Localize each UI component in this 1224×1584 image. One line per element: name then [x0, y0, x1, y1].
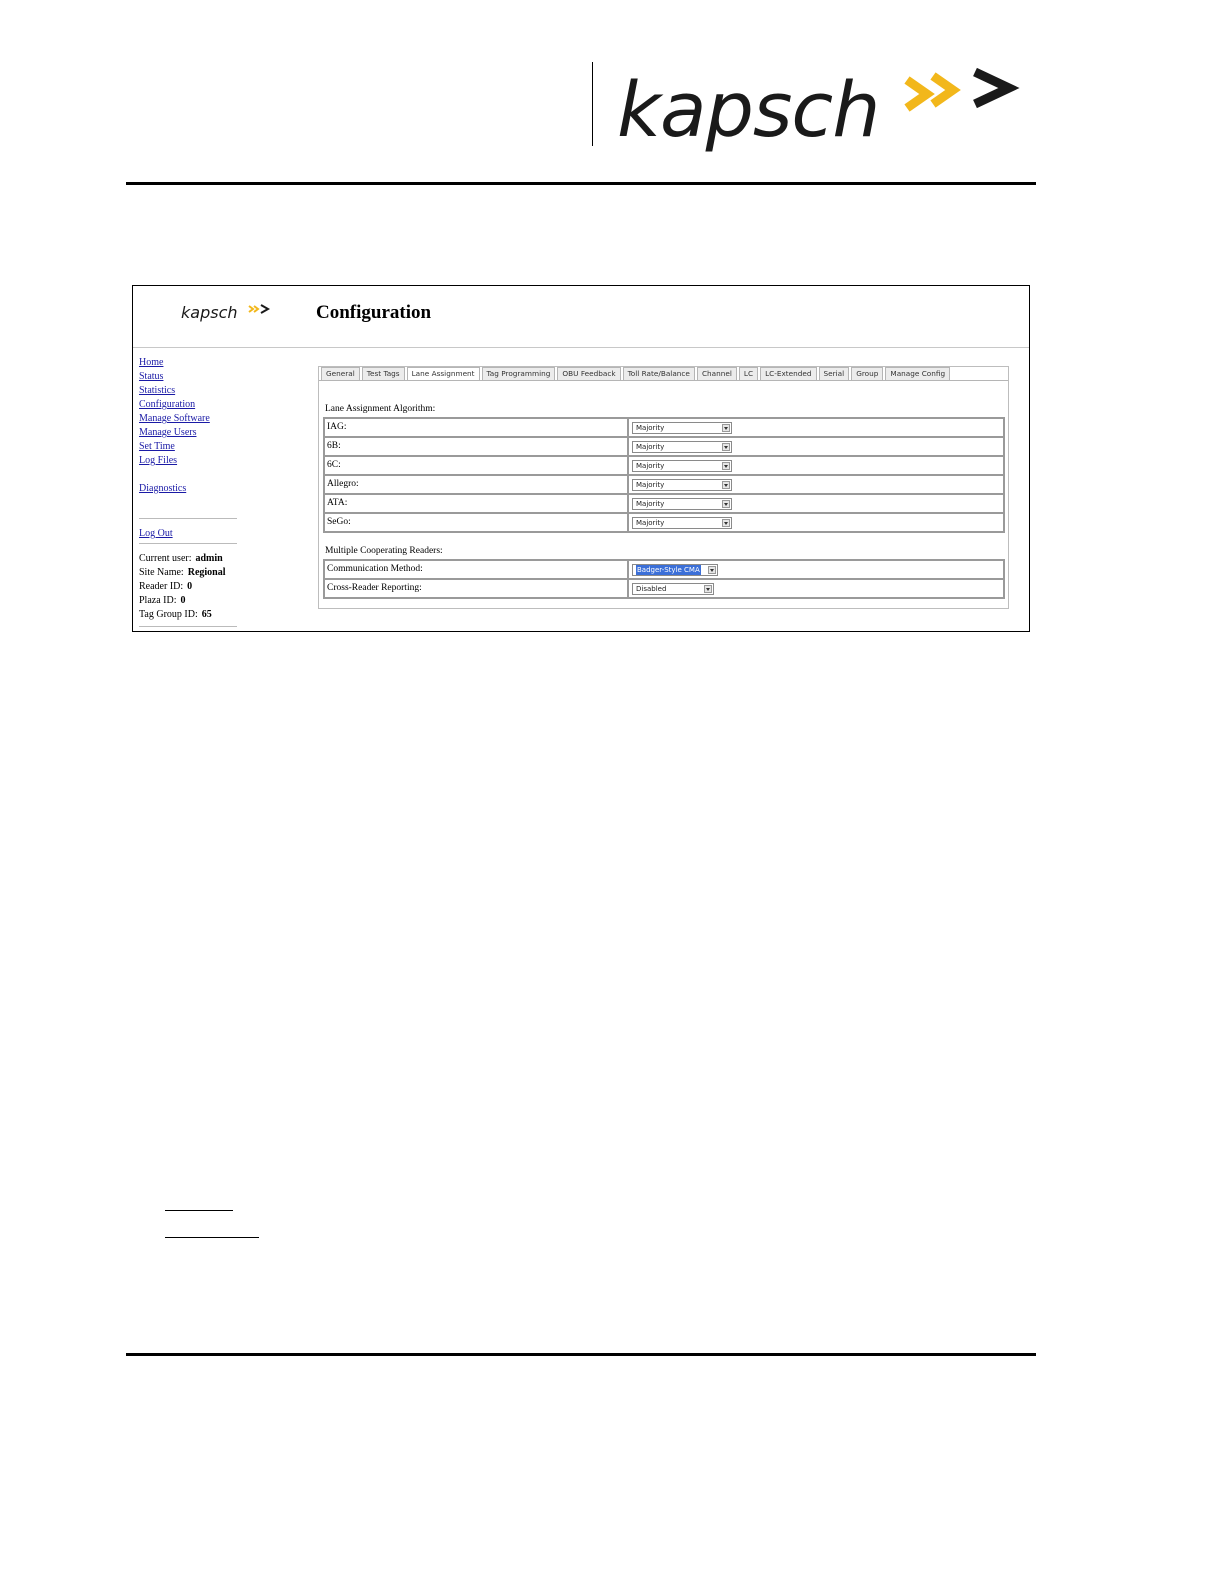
reader-id: Reader ID: 0 [139, 581, 193, 592]
tab-obu-feedback[interactable]: OBU Feedback [557, 367, 620, 380]
chevron-down-icon [704, 585, 712, 593]
sidebar-link-manage-users[interactable]: Manage Users [139, 427, 197, 438]
tab-lc[interactable]: LC [739, 367, 758, 380]
row-label-ata: ATA: [325, 495, 629, 512]
kapsch-small-logo [181, 301, 277, 323]
tag-group-id: Tag Group ID: 65 [139, 609, 212, 620]
table-row [325, 495, 1003, 514]
tab-serial[interactable]: Serial [819, 367, 850, 380]
chevron-down-icon [722, 519, 730, 527]
tab-manage-config[interactable]: Manage Config [885, 367, 950, 380]
table-row [325, 438, 1003, 457]
tab-test-tags[interactable]: Test Tags [362, 367, 405, 380]
sidebar-link-configuration[interactable]: Configuration [139, 399, 196, 410]
svg-text:kapsch: kapsch [617, 65, 880, 153]
sidebar-divider [139, 543, 237, 544]
kapsch-logo [615, 58, 1025, 153]
table-row [325, 580, 1003, 597]
sidebar-link-home[interactable]: Home [139, 357, 164, 368]
sidebar-link-statistics[interactable]: Statistics [139, 385, 176, 396]
sidebar-divider [139, 518, 237, 519]
chevron-down-icon [722, 481, 730, 489]
header-divider [592, 62, 593, 146]
cooperating-readers-heading: Multiple Cooperating Readers: [325, 546, 443, 556]
table-row [325, 514, 1003, 531]
header-rule [126, 182, 1036, 185]
cooperating-readers-table [323, 559, 1005, 599]
lane-assignment-heading: Lane Assignment Algorithm: [325, 404, 436, 414]
tab-lane-assignment[interactable]: Lane Assignment [407, 367, 480, 381]
sidebar-link-log-files[interactable]: Log Files [139, 455, 178, 466]
blank-underline [165, 1237, 259, 1238]
cross-reader-reporting-select[interactable]: Disabled [632, 583, 714, 595]
row-label-6c: 6C: [325, 457, 629, 474]
6b-select[interactable]: Majority [632, 441, 732, 453]
config-panel [318, 366, 1009, 609]
tab-underline [319, 380, 1008, 381]
table-row [325, 419, 1003, 438]
plaza-id: Plaza ID: 0 [139, 595, 186, 606]
row-label-communication-method: Communication Method: [325, 561, 629, 578]
tab-channel[interactable]: Channel [697, 367, 737, 380]
row-label-iag: IAG: [325, 419, 629, 436]
site-name: Site Name: Regional [139, 567, 226, 578]
lane-assignment-table [323, 417, 1005, 533]
blank-underline [165, 1210, 233, 1211]
tab-general[interactable]: General [321, 367, 360, 380]
chevron-down-icon [722, 424, 730, 432]
chevron-down-icon [722, 500, 730, 508]
table-row [325, 476, 1003, 495]
sidebar [139, 356, 239, 632]
row-label-6b: 6B: [325, 438, 629, 455]
sidebar-link-status[interactable]: Status [139, 371, 164, 382]
sidebar-link-diagnostics[interactable]: Diagnostics [139, 483, 187, 494]
sidebar-link-manage-software[interactable]: Manage Software [139, 413, 210, 424]
row-label-cross-reader-reporting: Cross-Reader Reporting: [325, 580, 629, 597]
sidebar-link-set-time[interactable]: Set Time [139, 441, 175, 452]
logout-link[interactable]: Log Out [139, 528, 173, 539]
chevron-down-icon [708, 566, 716, 574]
chevron-down-icon [722, 443, 730, 451]
title-divider [133, 347, 1029, 348]
communication-method-select[interactable]: Badger-Style CMA [632, 564, 718, 576]
tab-bar [321, 367, 1006, 381]
tab-group[interactable]: Group [851, 367, 883, 380]
page-title: Configuration [316, 302, 432, 323]
svg-text:kapsch: kapsch [181, 303, 238, 322]
tab-tag-programming[interactable]: Tag Programming [482, 367, 556, 380]
ata-select[interactable]: Majority [632, 498, 732, 510]
allegro-select[interactable]: Majority [632, 479, 732, 491]
row-label-allegro: Allegro: [325, 476, 629, 493]
iag-select[interactable]: Majority [632, 422, 732, 434]
tab-lc-extended[interactable]: LC-Extended [760, 367, 816, 380]
row-label-sego: SeGo: [325, 514, 629, 531]
chevron-down-icon [722, 462, 730, 470]
table-row [325, 561, 1003, 580]
footer-rule [126, 1353, 1036, 1356]
sego-select[interactable]: Majority [632, 517, 732, 529]
table-row [325, 457, 1003, 476]
tab-toll-rate-balance[interactable]: Toll Rate/Balance [623, 367, 695, 380]
6c-select[interactable]: Majority [632, 460, 732, 472]
current-user: Current user: admin [139, 553, 223, 564]
configuration-screenshot [132, 285, 1030, 632]
sidebar-divider [139, 626, 237, 627]
